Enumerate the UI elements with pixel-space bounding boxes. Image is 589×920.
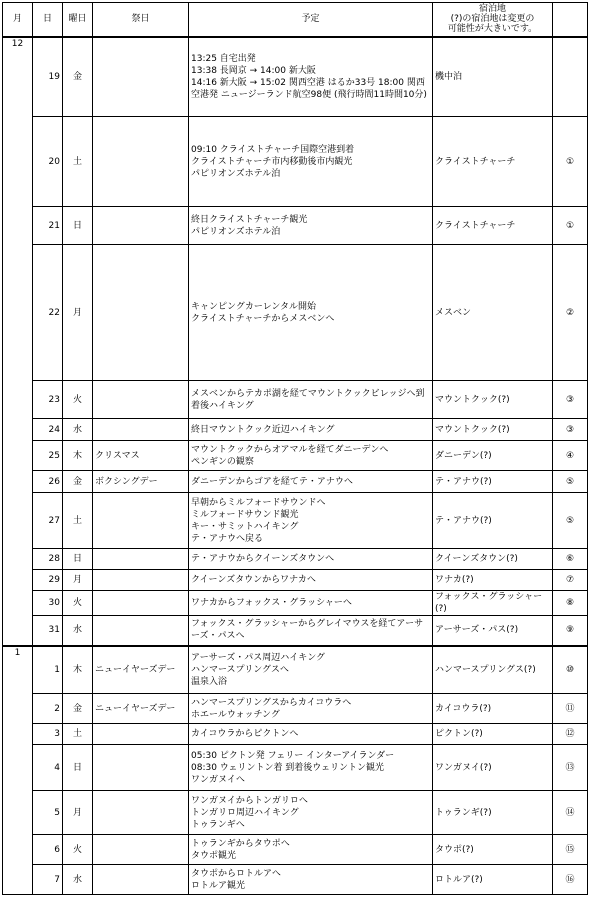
plan-cell: 13:25 自宅出発 13:38 長岡京 → 14:00 新大阪 14:16 新大阪 → 15:02 関西空港 はるか33号 18:00 関西空港発 ニュージーランド航空98便 (飛行時間11時間10分) <box>189 37 433 117</box>
itinerary-row <box>3 591 588 616</box>
plan-cell: ワンガヌイからトンガリロへ トンガリロ周辺ハイキング トゥランギへ <box>189 791 433 835</box>
stay-cell: マウントクック(?) <box>433 419 553 441</box>
day-cell: 7 <box>33 865 63 895</box>
itinerary-row <box>3 207 588 245</box>
weekday-cell: 月 <box>63 245 93 381</box>
stay-cell: テ・アナウ(?) <box>433 471 553 493</box>
plan-cell: 早朝からミルフォードサウンドへ ミルフォードサウンド観光 キー・サミットハイキング テ・アナウへ戻る <box>189 493 433 549</box>
holiday-cell <box>93 207 189 245</box>
weekday-cell: 火 <box>63 835 93 865</box>
stay-cell: ピクトン(?) <box>433 724 553 745</box>
itinerary-row <box>3 245 588 381</box>
stay-cell: カイコウラ(?) <box>433 694 553 724</box>
stay-number: ⑤ <box>553 471 588 493</box>
plan-cell: カイコウラからピクトンへ <box>189 724 433 745</box>
weekday-cell: 月 <box>63 570 93 591</box>
itinerary-row <box>3 381 588 419</box>
plan-cell: マウントクックからオアマルを経てダニーデンへ ペンギンの観察 <box>189 441 433 471</box>
plan-cell: 終日クライストチャーチ観光 パピリオンズホテル泊 <box>189 207 433 245</box>
day-cell: 20 <box>33 117 63 207</box>
holiday-cell <box>93 616 189 646</box>
plan-cell: ハンマースプリングスからカイコウラへ ホエールウォッチング <box>189 694 433 724</box>
header-plan: 予定 <box>189 3 433 37</box>
holiday-cell <box>93 591 189 616</box>
itinerary-row <box>3 117 588 207</box>
header-stay: 宿泊地 (?)の宿泊地は変更の 可能性が大きいです。 <box>433 3 553 37</box>
stay-cell: ロトルア(?) <box>433 865 553 895</box>
stay-cell: ダニーデン(?) <box>433 441 553 471</box>
day-cell: 25 <box>33 441 63 471</box>
holiday-cell <box>93 117 189 207</box>
weekday-cell: 金 <box>63 37 93 117</box>
holiday-cell <box>93 245 189 381</box>
plan-cell: メスベンからテカポ湖を経てマウントクックビレッジへ到着後ハイキング <box>189 381 433 419</box>
stay-number: ⑪ <box>553 694 588 724</box>
holiday-cell <box>93 745 189 791</box>
plan-cell: キャンピングカーレンタル開始 クライストチャーチからメスベンへ <box>189 245 433 381</box>
stay-cell: ハンマースプリングス(?) <box>433 646 553 694</box>
plan-cell: トゥランギからタウポへ タウポ観光 <box>189 835 433 865</box>
plan-cell: 終日マウントクック近辺ハイキング <box>189 419 433 441</box>
stay-cell: トゥランギ(?) <box>433 791 553 835</box>
stay-number: ④ <box>553 441 588 471</box>
stay-number: ① <box>553 207 588 245</box>
stay-cell: フォックス・グラッシャー(?) <box>433 591 553 616</box>
weekday-cell: 日 <box>63 549 93 570</box>
stay-number: ⑫ <box>553 724 588 745</box>
day-cell: 6 <box>33 835 63 865</box>
itinerary-row <box>3 745 588 791</box>
month-cell: 12 <box>3 37 33 646</box>
holiday-cell: ニューイヤーズデー <box>93 646 189 694</box>
plan-cell: 09:10 クライストチャーチ国際空港到着 クライストチャーチ市内移動後市内観光 パピリオンズホテル泊 <box>189 117 433 207</box>
stay-number: ⑨ <box>553 616 588 646</box>
plan-cell: フォックス・グラッシャーからグレイマウスを経てアーサーズ・パスへ <box>189 616 433 646</box>
day-cell: 29 <box>33 570 63 591</box>
plan-cell: ワナカからフォックス・グラッシャーへ <box>189 591 433 616</box>
day-cell: 3 <box>33 724 63 745</box>
stay-number: ⑥ <box>553 549 588 570</box>
plan-cell: テ・アナウからクイーンズタウンへ <box>189 549 433 570</box>
holiday-cell <box>93 570 189 591</box>
itinerary-row <box>3 441 588 471</box>
weekday-cell: 金 <box>63 694 93 724</box>
weekday-cell: 火 <box>63 591 93 616</box>
holiday-cell <box>93 419 189 441</box>
plan-cell: クイーンズタウンからワナカへ <box>189 570 433 591</box>
itinerary-row <box>3 646 588 694</box>
day-cell: 24 <box>33 419 63 441</box>
day-cell: 31 <box>33 616 63 646</box>
day-cell: 21 <box>33 207 63 245</box>
day-cell: 28 <box>33 549 63 570</box>
stay-cell: ワンガヌイ(?) <box>433 745 553 791</box>
weekday-cell: 金 <box>63 471 93 493</box>
holiday-cell <box>93 493 189 549</box>
plan-cell: ダニーデンからゴアを経てテ・アナウへ <box>189 471 433 493</box>
itinerary-row <box>3 616 588 646</box>
itinerary-row <box>3 549 588 570</box>
stay-number: ② <box>553 245 588 381</box>
header-row <box>3 3 588 37</box>
itinerary-row <box>3 865 588 895</box>
stay-number: ① <box>553 117 588 207</box>
weekday-cell: 土 <box>63 117 93 207</box>
stay-number: ③ <box>553 381 588 419</box>
stay-cell: クライストチャーチ <box>433 117 553 207</box>
itinerary-row <box>3 791 588 835</box>
day-cell: 22 <box>33 245 63 381</box>
day-cell: 23 <box>33 381 63 419</box>
holiday-cell <box>93 835 189 865</box>
itinerary-row <box>3 570 588 591</box>
holiday-cell <box>93 791 189 835</box>
day-cell: 30 <box>33 591 63 616</box>
weekday-cell: 水 <box>63 865 93 895</box>
stay-number: ⑦ <box>553 570 588 591</box>
day-cell: 1 <box>33 646 63 694</box>
holiday-cell <box>93 549 189 570</box>
weekday-cell: 日 <box>63 745 93 791</box>
day-cell: 27 <box>33 493 63 549</box>
weekday-cell: 火 <box>63 381 93 419</box>
stay-number <box>553 37 588 117</box>
weekday-cell: 木 <box>63 646 93 694</box>
holiday-cell <box>93 37 189 117</box>
header-day: 日 <box>33 3 63 37</box>
holiday-cell: ボクシングデー <box>93 471 189 493</box>
stay-cell: ワナカ(?) <box>433 570 553 591</box>
header-month: 月 <box>3 3 33 37</box>
stay-cell: マウントクック(?) <box>433 381 553 419</box>
itinerary-table <box>2 2 588 895</box>
stay-number: ③ <box>553 419 588 441</box>
weekday-cell: 水 <box>63 616 93 646</box>
holiday-cell <box>93 381 189 419</box>
stay-number: ⑩ <box>553 646 588 694</box>
weekday-cell: 木 <box>63 441 93 471</box>
weekday-cell: 水 <box>63 419 93 441</box>
stay-cell: テ・アナウ(?) <box>433 493 553 549</box>
day-cell: 4 <box>33 745 63 791</box>
weekday-cell: 月 <box>63 791 93 835</box>
day-cell: 26 <box>33 471 63 493</box>
day-cell: 5 <box>33 791 63 835</box>
itinerary-body <box>3 37 588 895</box>
itinerary-row <box>3 835 588 865</box>
stay-number: ⑧ <box>553 591 588 616</box>
stay-number: ⑤ <box>553 493 588 549</box>
stay-cell: 機中泊 <box>433 37 553 117</box>
month-cell: 1 <box>3 646 33 895</box>
day-cell: 2 <box>33 694 63 724</box>
stay-cell: クイーンズタウン(?) <box>433 549 553 570</box>
stay-number: ⑮ <box>553 835 588 865</box>
weekday-cell: 土 <box>63 724 93 745</box>
stay-number: ⑯ <box>553 865 588 895</box>
plan-cell: タウポからロトルアへ ロトルア観光 <box>189 865 433 895</box>
itinerary-row <box>3 694 588 724</box>
header-number <box>553 3 588 37</box>
holiday-cell <box>93 865 189 895</box>
itinerary-row <box>3 419 588 441</box>
stay-number: ⑬ <box>553 745 588 791</box>
plan-cell: アーサーズ・パス周辺ハイキング ハンマースプリングスへ 温泉入浴 <box>189 646 433 694</box>
itinerary-row <box>3 37 588 117</box>
stay-cell: アーサーズ・パス(?) <box>433 616 553 646</box>
header-holiday: 祭日 <box>93 3 189 37</box>
weekday-cell: 土 <box>63 493 93 549</box>
header-weekday: 曜日 <box>63 3 93 37</box>
itinerary-row <box>3 724 588 745</box>
stay-cell: メスベン <box>433 245 553 381</box>
itinerary-row <box>3 471 588 493</box>
itinerary-row <box>3 493 588 549</box>
holiday-cell <box>93 724 189 745</box>
holiday-cell: クリスマス <box>93 441 189 471</box>
stay-cell: タウポ(?) <box>433 835 553 865</box>
day-cell: 19 <box>33 37 63 117</box>
weekday-cell: 日 <box>63 207 93 245</box>
stay-number: ⑭ <box>553 791 588 835</box>
stay-cell: クライストチャーチ <box>433 207 553 245</box>
holiday-cell: ニューイヤーズデー <box>93 694 189 724</box>
plan-cell: 05:30 ピクトン発 フェリー インターアイランダー 08:30 ウェリントン着 到着後ウェリントン観光 ワンガヌイへ <box>189 745 433 791</box>
